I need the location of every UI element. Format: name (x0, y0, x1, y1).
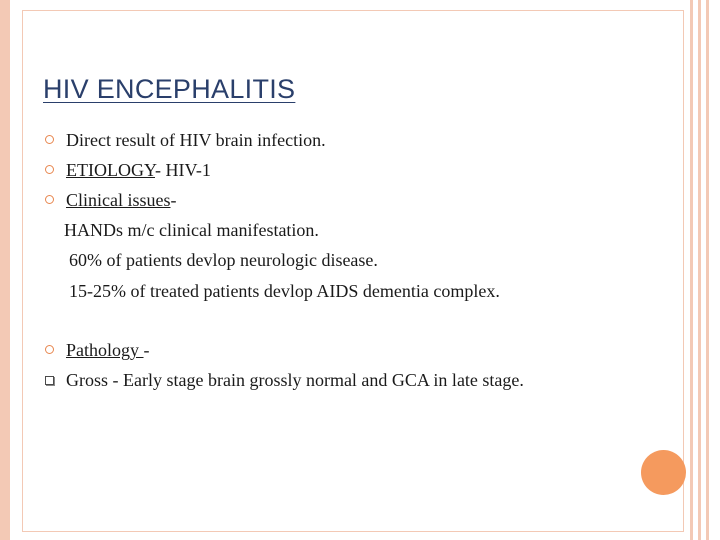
bullet-text: ETIOLOGY- HIV-1 (66, 160, 211, 180)
circle-bullet-icon (45, 345, 54, 354)
circle-bullet-icon (45, 135, 54, 144)
right-border (684, 0, 720, 540)
circle-bullet-icon (45, 165, 54, 174)
sub-item: 15-25% of treated patients devlop AIDS dementia complex. (69, 281, 500, 301)
slide-title: HIV ENCEPHALITIS (43, 74, 296, 104)
decorative-circle-icon (641, 450, 686, 495)
sub-item: HANDs m/c clinical manifestation. (64, 220, 319, 240)
bullet-text: Direct result of HIV brain infection. (66, 130, 326, 150)
bullet-text: Clinical issues- (66, 190, 177, 210)
bullet-text: Gross - Early stage brain grossly normal and GCA in late stage. (66, 370, 524, 390)
square-bullet-icon (45, 376, 54, 385)
left-border (0, 0, 10, 540)
circle-bullet-icon (45, 195, 54, 204)
bullet-text: Pathology - (66, 340, 150, 360)
sub-item: 60% of patients devlop neurologic disease. (69, 250, 378, 270)
